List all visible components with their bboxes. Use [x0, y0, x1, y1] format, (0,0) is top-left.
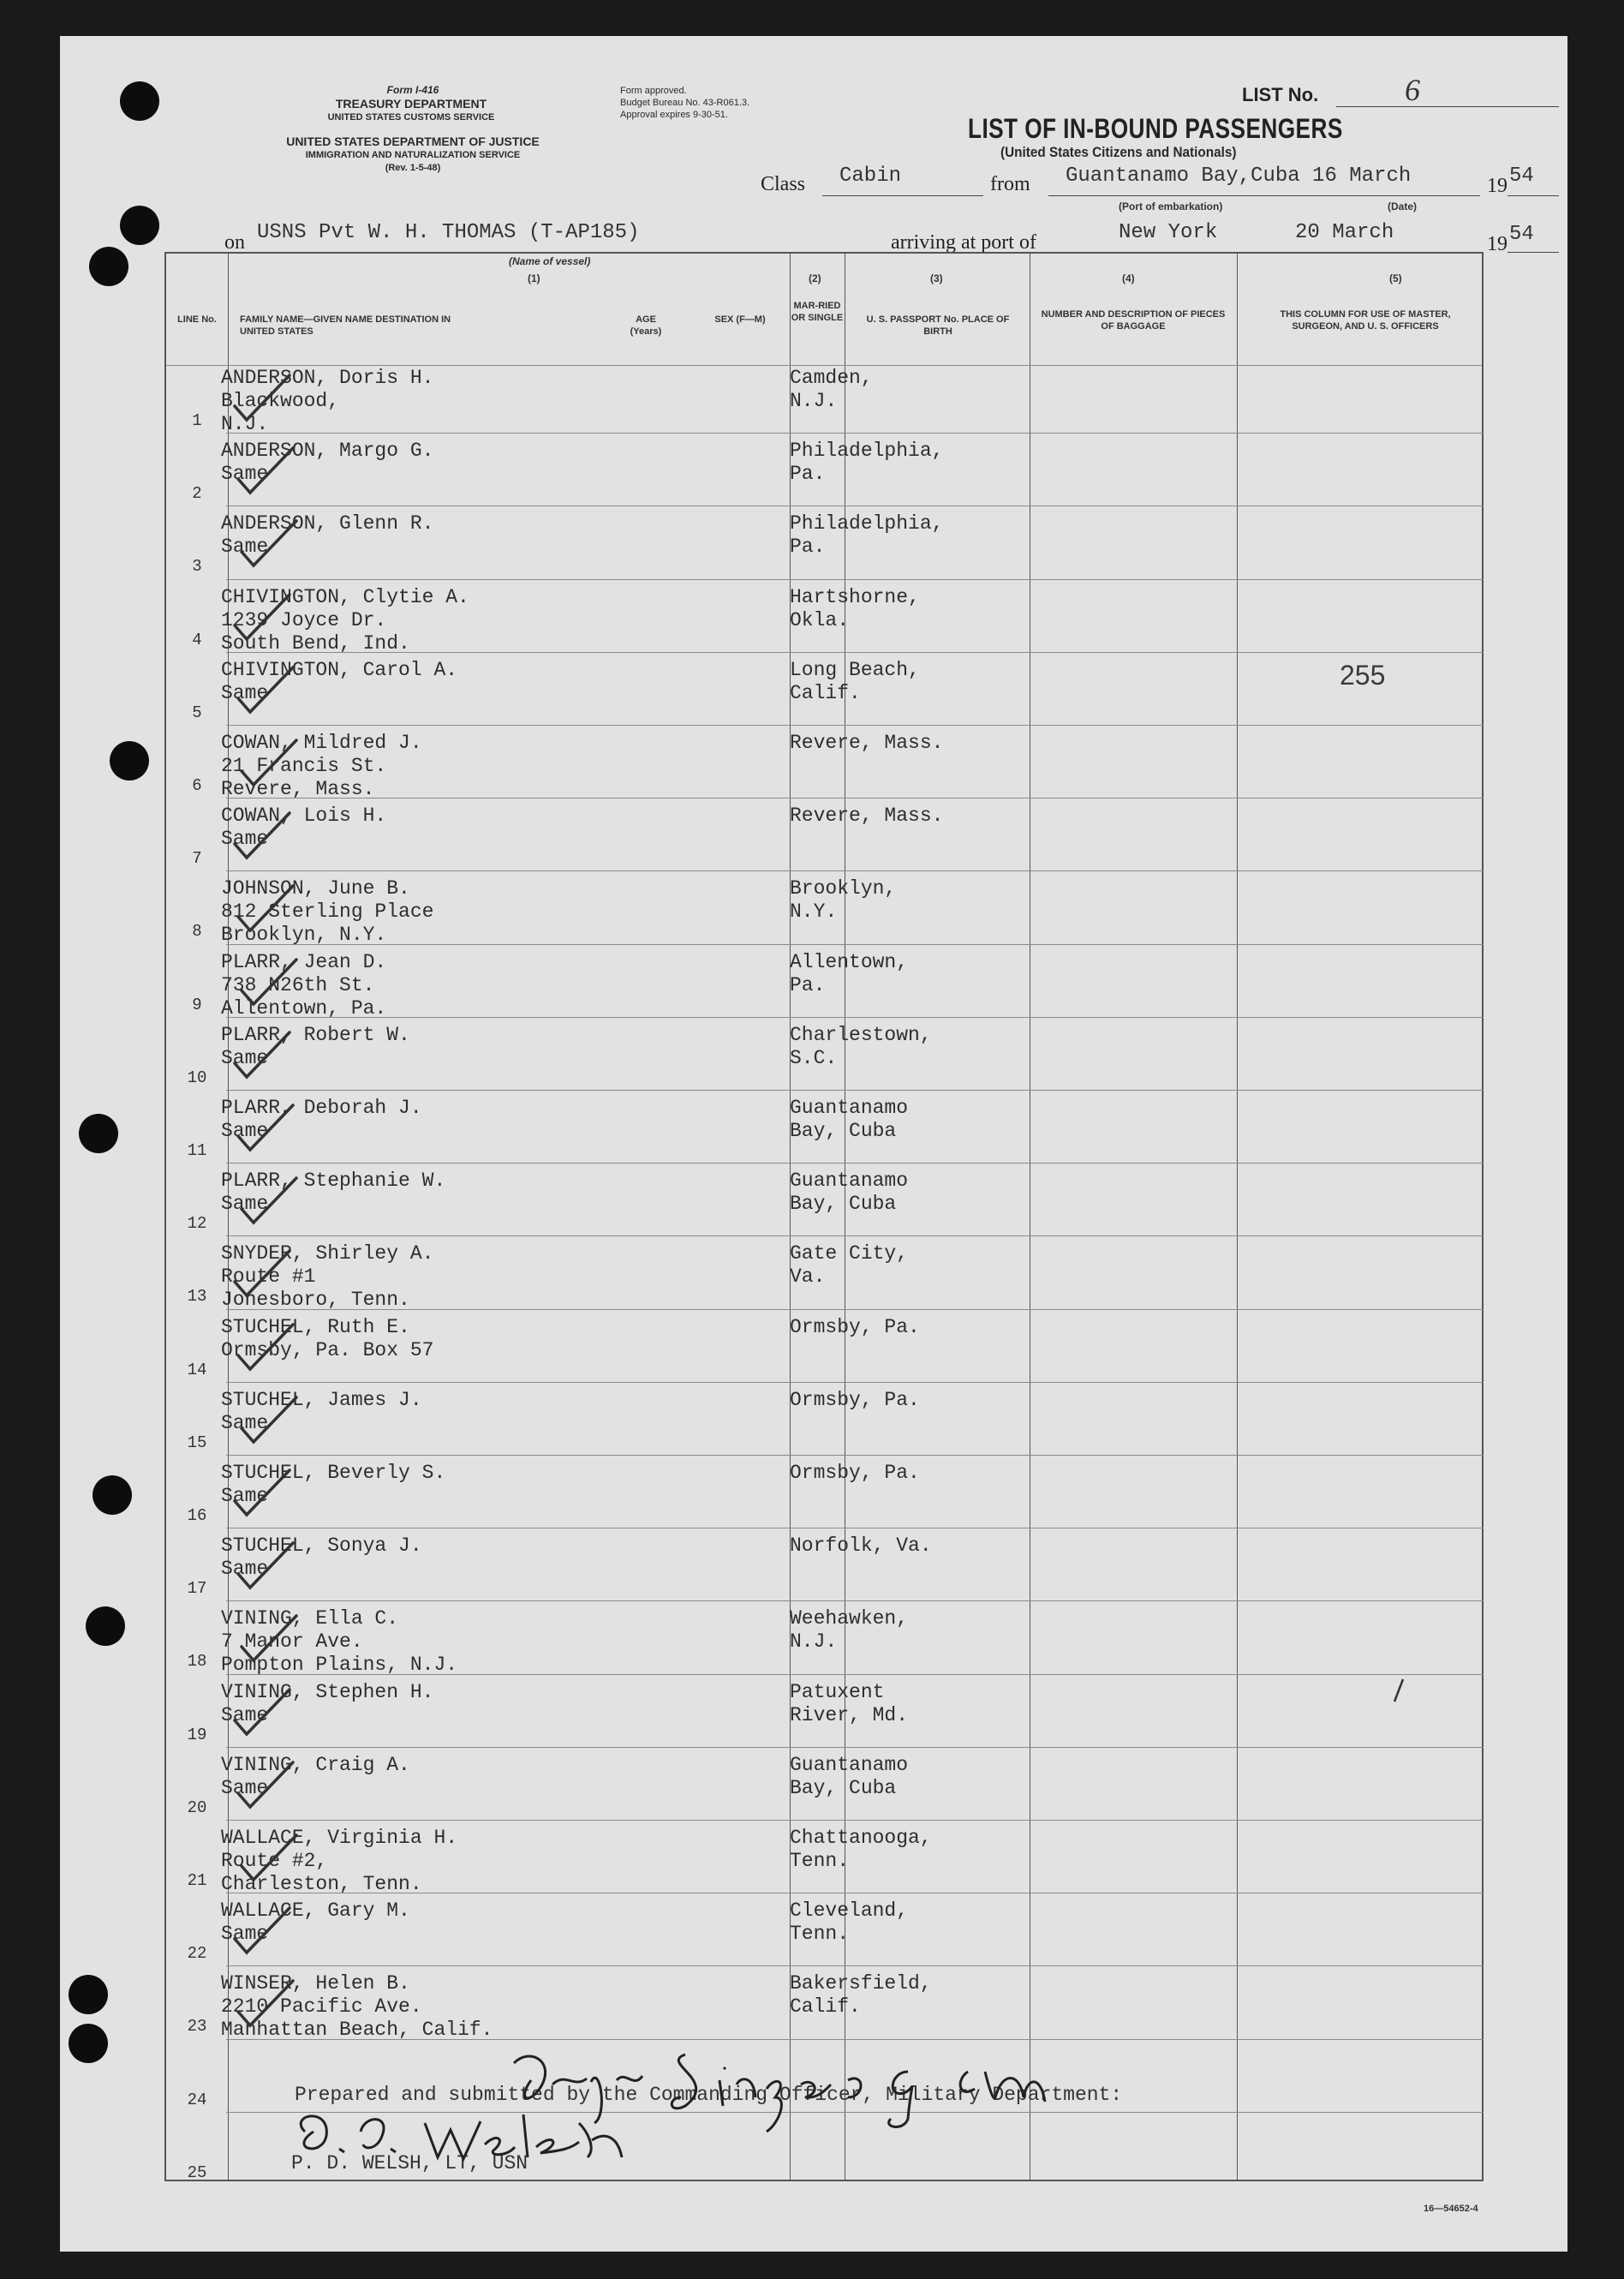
place-of-birth: Camden, N.J. [790, 367, 873, 412]
place-of-birth: Philadelphia, Pa. [790, 512, 944, 559]
passenger-name: STUCHEL, Ruth E. [221, 1315, 410, 1338]
line-number: 11 [187, 1141, 207, 1160]
checkmark-icon [235, 1102, 296, 1157]
line-number: 5 [192, 703, 202, 722]
form-number: Form I-416 [386, 84, 439, 96]
checkmark-icon [231, 372, 293, 427]
row-divider [226, 1965, 1484, 1966]
place-of-birth: Revere, Mass. [790, 805, 944, 828]
treasury-dept: TREASURY DEPARTMENT [335, 97, 487, 111]
arrival-port: New York [1119, 221, 1218, 244]
tick-mark [1388, 1676, 1408, 1707]
place-of-birth: Guantanamo Bay, Cuba [790, 1169, 909, 1216]
place-of-birth: Weehawken, N.J. [790, 1607, 909, 1654]
passenger-destination: Same [221, 1703, 269, 1726]
place-of-birth: Patuxent River, Md. [790, 1680, 909, 1726]
passenger-destination: Route #1 Jonesboro, Tenn. [221, 1265, 410, 1312]
line-number: 1 [192, 411, 202, 430]
line-number: 9 [192, 995, 202, 1014]
year-prefix-1: 19 [1487, 175, 1508, 197]
passenger-destination: Route #2, Charleston, Tenn. [221, 1850, 422, 1895]
passenger-destination: Same [221, 463, 269, 486]
passenger-name: WINSER, Helen B. [221, 1972, 410, 1995]
passenger-name: VINING, Craig A. [221, 1753, 410, 1776]
passenger-name: SNYDER, Shirley A. [221, 1242, 434, 1265]
row-divider [226, 1017, 1484, 1018]
justice-dept: UNITED STATES DEPARTMENT OF JUSTICE [286, 135, 540, 148]
passenger-destination: 21 Francis St. Revere, Mass. [221, 755, 387, 800]
row-divider [226, 1747, 1484, 1748]
binder-hole [89, 247, 128, 286]
place-of-birth: Hartshorne, Okla. [790, 585, 920, 631]
passenger-name: ANDERSON, Glenn R. [221, 512, 434, 535]
place-of-birth: Charlestown, S.C. [790, 1023, 932, 1069]
row-divider [226, 725, 1484, 726]
passenger-name: JOHNSON, June B. [221, 877, 410, 900]
line-number: 13 [187, 1287, 207, 1307]
col-divider [1237, 254, 1238, 2180]
binder-hole [120, 81, 159, 121]
binder-hole [79, 1114, 118, 1153]
passenger-destination: 1239 Joyce Dr. South Bend, Ind. [221, 608, 410, 655]
row-divider [226, 944, 1484, 945]
class-line [822, 195, 983, 196]
place-of-birth: Chattanooga, Tenn. [790, 1827, 932, 1872]
checkmark-icon [235, 445, 296, 499]
vessel-caption: (Name of vessel) [509, 255, 591, 267]
passenger-name: WALLACE, Gary M. [221, 1899, 410, 1923]
row-divider [226, 433, 1484, 434]
line-number: 16 [187, 1506, 207, 1525]
passenger-name: ANDERSON, Doris H. [221, 367, 434, 389]
manifest-title: LIST OF IN-BOUND PASSENGERS [968, 113, 1343, 144]
line-number: 23 [187, 2017, 207, 2037]
passenger-name: PLARR, Deborah J. [221, 1097, 422, 1119]
vessel-name: USNS Pvt W. H. THOMAS (T-AP185) [257, 221, 640, 244]
checkmark-icon [231, 1029, 293, 1084]
line-number: 20 [187, 1797, 207, 1817]
col-header-baggage: NUMBER AND DESCRIPTION OF PIECES OF BAGGAGE [1041, 309, 1226, 332]
col-header-passport: U. S. PASSPORT No. PLACE OF BIRTH [866, 314, 1010, 337]
form-approved: Form approved. [620, 86, 687, 96]
arriving-label: arriving at port of [891, 231, 1036, 254]
checkmark-icon [231, 1467, 293, 1522]
class-value: Cabin [839, 164, 902, 188]
checkmark-icon [238, 1612, 300, 1667]
list-no-line [1336, 106, 1559, 107]
line-number: 12 [187, 1214, 207, 1234]
line-number: 18 [187, 1652, 207, 1672]
passenger-name: CHIVINGTON, Clytie A. [221, 585, 469, 608]
passenger-name: CHIVINGTON, Carol A. [221, 658, 458, 681]
passenger-destination: Blackwood, N.J. [221, 390, 340, 435]
year-value-1: 54 [1509, 164, 1534, 188]
row-divider [226, 579, 1484, 580]
col-header-name: FAMILY NAME—GIVEN NAME DESTINATION IN UNITED STATES [240, 314, 451, 337]
officer-note: 255 [1340, 660, 1386, 691]
place-of-birth: Guantanamo Bay, Cuba [790, 1097, 909, 1142]
checkmark-icon [238, 956, 300, 1011]
binder-hole [110, 741, 149, 781]
place-of-birth: Allentown, Pa. [790, 950, 909, 996]
binder-hole [93, 1475, 132, 1515]
place-of-birth: Brooklyn, N.Y. [790, 877, 897, 924]
line-number: 14 [187, 1360, 207, 1379]
passenger-destination: 2210 Pacific Ave. Manhattan Beach, Calif. [221, 1995, 493, 2042]
passenger-name: VINING, Stephen H. [221, 1680, 434, 1703]
col-header-sex: SEX (F—M) [714, 314, 766, 325]
checkmark-icon [235, 882, 296, 937]
line-number: 22 [187, 1944, 207, 1964]
passenger-destination: Ormsby, Pa. Box 57 [221, 1338, 434, 1361]
budget-bureau: Budget Bureau No. 43-R061.3. [620, 98, 750, 108]
revision: (Rev. 1-5-48) [385, 163, 441, 173]
passenger-name: COWAN, Mildred J. [221, 732, 422, 754]
passenger-name: COWAN, Lois H. [221, 805, 387, 828]
year-line-1 [1508, 195, 1559, 196]
col-number: (4) [1122, 272, 1135, 284]
checkmark-icon [238, 1175, 300, 1229]
checkmark-icon [235, 664, 296, 719]
checkmark-icon [231, 810, 293, 864]
year-prefix-2: 19 [1487, 233, 1508, 255]
passenger-destination: 738 N26th St. Allentown, Pa. [221, 973, 387, 1020]
from-label: from [990, 173, 1030, 195]
checkmark-icon [231, 591, 293, 646]
signer-name: P. D. WELSH, LT, USN [291, 2152, 528, 2174]
form-code: 16—54652-4 [1424, 2204, 1478, 2214]
approval-expires: Approval expires 9-30-51. [620, 110, 728, 120]
line-number: 21 [187, 1871, 207, 1890]
passenger-name: PLARR, Robert W. [221, 1023, 410, 1046]
checkmark-icon [231, 1247, 293, 1302]
place-of-birth: Guantanamo Bay, Cuba [790, 1753, 909, 1799]
checkmark-icon [235, 1540, 296, 1594]
place-of-birth: Gate City, Va. [790, 1242, 909, 1289]
port-caption: (Port of embarkation) [1119, 200, 1223, 212]
passenger-name: VINING, Ella C. [221, 1607, 399, 1630]
prepared-statement: Prepared and submitted by the Commanding Officer, Military Department: [295, 2084, 1123, 2106]
place-of-birth: Ormsby, Pa. [790, 1315, 920, 1338]
date-caption: (Date) [1388, 200, 1418, 212]
checkmark-icon [238, 737, 300, 792]
col-number: (2) [809, 272, 821, 284]
customs-service: UNITED STATES CUSTOMS SERVICE [327, 112, 495, 123]
from-line [1048, 195, 1480, 196]
col-header-line: LINE No. [177, 314, 217, 325]
list-no-value: 6 [1405, 73, 1420, 107]
row-divider [226, 1090, 1484, 1091]
binder-hole [86, 1606, 125, 1646]
checkmark-icon [231, 1905, 293, 1959]
passenger-destination: Same [221, 535, 269, 559]
col-number: (3) [930, 272, 943, 284]
row-divider [226, 870, 1484, 871]
binder-hole [69, 1975, 108, 2014]
line-number: 2 [192, 484, 202, 504]
passenger-destination: Same [221, 1558, 269, 1581]
signature-singer [505, 2037, 1122, 2140]
row-divider [226, 1674, 1484, 1675]
passenger-name: ANDERSON, Margo G. [221, 440, 434, 463]
arrival-date: 20 March [1295, 221, 1394, 244]
checkmark-icon [238, 1832, 300, 1887]
line-number: 24 [187, 2090, 207, 2109]
year-value-2: 54 [1509, 223, 1534, 246]
place-of-birth: Long Beach, Calif. [790, 658, 920, 704]
passenger-destination: Same [221, 1776, 269, 1799]
row-divider [226, 1600, 1484, 1601]
line-number: 15 [187, 1433, 207, 1452]
list-no-label: LIST No. [1242, 84, 1319, 105]
place-of-birth: Ormsby, Pa. [790, 1462, 920, 1484]
checkmark-icon [235, 1759, 296, 1814]
row-divider [226, 505, 1484, 506]
header-divider [166, 365, 1482, 366]
line-number: 4 [192, 630, 202, 649]
place-of-birth: Revere, Mass. [790, 732, 944, 754]
from-value: Guantanamo Bay,Cuba 16 March [1066, 164, 1412, 188]
line-number: 10 [187, 1068, 207, 1087]
checkmark-icon [238, 517, 300, 572]
passenger-destination: Same [221, 1411, 269, 1434]
checkmark-icon [238, 1394, 300, 1449]
row-divider [226, 652, 1484, 653]
line-number: 3 [192, 557, 202, 577]
line-number: 19 [187, 1725, 207, 1744]
place-of-birth: Ormsby, Pa. [790, 1388, 920, 1411]
binder-hole [120, 206, 159, 245]
passenger-name: STUCHEL, James J. [221, 1388, 422, 1411]
passenger-destination: Same [221, 1046, 269, 1069]
line-number: 6 [192, 776, 202, 795]
place-of-birth: Cleveland, Tenn. [790, 1899, 909, 1946]
class-label: Class [761, 173, 806, 195]
passenger-destination: 7 Manor Ave. Pompton Plains, N.J. [221, 1630, 458, 1677]
manifest-subtitle: (United States Citizens and Nationals) [1000, 144, 1237, 160]
row-divider [226, 1382, 1484, 1383]
ins-service: IMMIGRATION AND NATURALIZATION SERVICE [305, 150, 521, 160]
place-of-birth: Philadelphia, Pa. [790, 440, 944, 486]
line-number: 8 [192, 922, 202, 942]
binder-hole [69, 2024, 108, 2063]
passenger-name: PLARR, Jean D. [221, 950, 387, 973]
checkmark-icon [231, 1686, 293, 1741]
passenger-destination: Same [221, 828, 269, 851]
col-number: (1) [528, 272, 540, 284]
checkmark-icon [235, 1977, 296, 2032]
year-line-2 [1508, 252, 1559, 253]
col-header-officers: THIS COLUMN FOR USE OF MASTER, SURGEON, AND U. S. OFFICERS [1280, 309, 1451, 332]
place-of-birth: Bakersfield, Calif. [790, 1972, 932, 2019]
passenger-name: PLARR, Stephanie W. [221, 1169, 446, 1193]
line-number: 7 [192, 849, 202, 869]
passenger-destination: Same [221, 1193, 269, 1216]
line-number: 25 [187, 2162, 207, 2182]
passenger-name: STUCHEL, Beverly S. [221, 1462, 446, 1484]
passenger-name: WALLACE, Virginia H. [221, 1827, 458, 1849]
on-label: on [224, 231, 245, 254]
col-header-married: MAR-RIED OR SINGLE [791, 301, 844, 323]
line-number: 17 [187, 1579, 207, 1599]
passenger-destination: Same [221, 1120, 269, 1142]
row-divider [226, 1455, 1484, 1456]
row-divider [226, 1820, 1484, 1821]
row-divider [226, 1309, 1484, 1310]
checkmark-icon [235, 1321, 296, 1376]
passenger-destination: 812 Sterling Place Brooklyn, N.Y. [221, 900, 434, 947]
row-divider [226, 798, 1484, 799]
passenger-name: STUCHEL, Sonya J. [221, 1534, 422, 1558]
place-of-birth: Norfolk, Va. [790, 1534, 932, 1558]
passenger-destination: Same [221, 1485, 269, 1507]
row-divider [226, 1235, 1484, 1236]
col-header-age: AGE (Years) [630, 314, 662, 337]
passenger-destination: Same [221, 1923, 269, 1946]
passenger-destination: Same [221, 681, 269, 704]
col-number: (5) [1389, 272, 1402, 284]
